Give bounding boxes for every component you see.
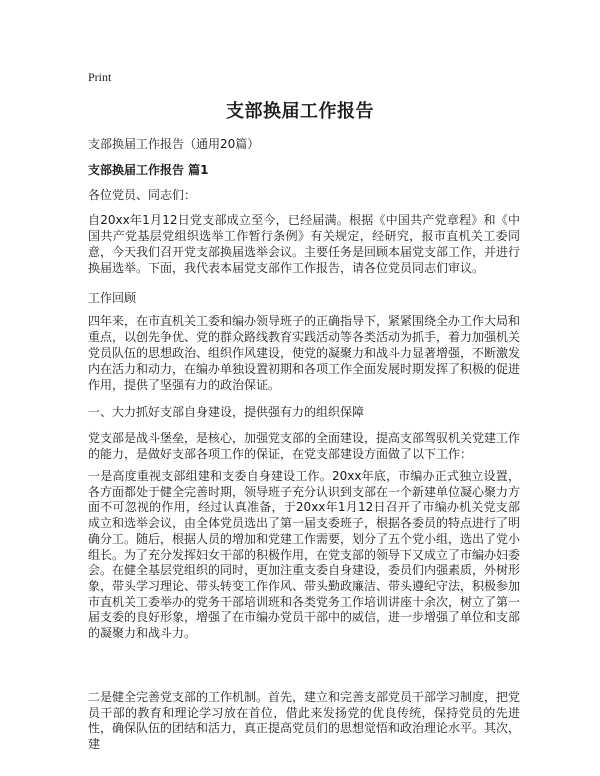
section-heading: 支部换届工作报告 篇1 (88, 163, 209, 177)
point-2-paragraph: 二是健全完善党支部的工作机制。首先，建立和完善支部党员干部学习制度，把党员干部的教育和理论学习放在首位，借此来发扬党的优良传统，保持党员的先进性，确保队伍的团结和活力，真正提高党员们的思想觉悟和政治理论水平。其次，建 (88, 690, 521, 751)
document-subtitle: 支部换届工作报告（通用20篇） (88, 137, 260, 151)
review-paragraph: 四年来，在市直机关工委和编办领导班子的正确指导下，紧紧围绕全办工作大局和重点，以创先争优、党的群众路线教育实践活动等各类活动为抓手，着力加强机关党员队伍的思想政治、组织作风建设，使党的凝聚力和战斗力显著增强，不断激发内在活力和动力，在编办单独设置初期和各项工作全面发展时期发挥了积极的促进作用，提供了坚强有力的政治保证。 (88, 314, 521, 392)
intro-paragraph: 自20xx年1月12日党支部成立至今，已经届满。根据《中国共产党章程》和《中国共产党基层党组织选举工作暂行条例》有关规定，经研究，报市直机关工委同意，今天我们召开党支部换届选举会议。主要任务是回顾本届党支部工作，并进行换届选举。下面，我代表本届党支部作工作报告，请各位党员同志们审议。 (88, 213, 521, 275)
point-1-paragraph: 一是高度重视支部组建和支委自身建设工作。20xx年底，市编办正式独立设置，各方面都处于健全完善时期，领导班子充分认识到支部在一个新建单位凝心聚力方面不可忽视的作用，经过认真准备，于20xx年1月12日召开了市编办机关党支部成立和选举会议，由全体党员选出了第一届支委班子，根据各委员的特点进行了明确分工。随后，根据人员的增加和党建工作需要，划分了五个党小组，选出了党小组长。为了充分发挥妇女干部的积极作用，在党支部的领导下又成立了市编办妇委会。在健全基层党组织的同时，更加注重支委自身建设，委员们内强素质，外树形象，带头学习理论、带头转变工作作风、带头勤政廉洁、带头遵纪守法，积极参加市直机关工委举办的党务干部培训班和各类党务工作培训讲座十余次，树立了第一届支委的良好形象，增强了在市编办党员干部中的威信，进一步增强了单位和支部的凝聚力和战斗力。 (88, 469, 521, 641)
role-paragraph: 党支部是战斗堡垒，是核心，加强党支部的全面建设，提高支部驾驭机关党建工作的能力，是做好支部各项工作的保证，在党支部建设方面做了以下工作： (88, 431, 521, 461)
greeting-paragraph: 各位党员、同志们： (88, 188, 197, 202)
page-title: 支部换届工作报告 (226, 101, 374, 122)
review-heading: 工作回顾 (88, 291, 137, 305)
print-link[interactable]: Print (88, 70, 112, 84)
subsection-heading-1: 一、大力抓好支部自身建设，提供强有力的组织保障 (88, 405, 365, 419)
